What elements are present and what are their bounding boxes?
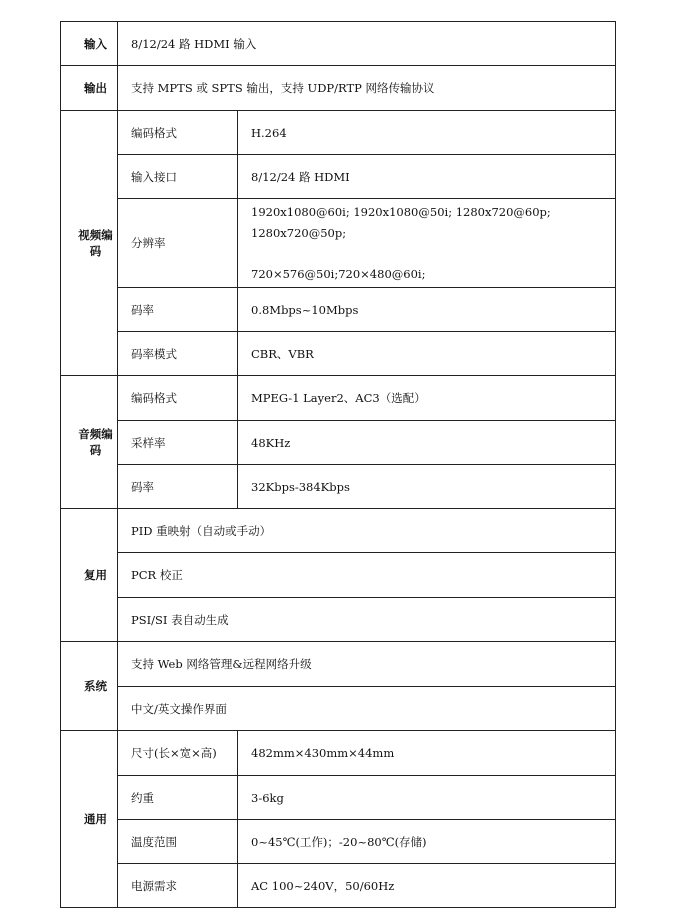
table-row bbox=[61, 509, 616, 553]
temperature-range-value: 0~45℃(工作)；-20~80℃(存储) bbox=[238, 820, 616, 864]
video-bitrate-value: 0.8Mbps~10Mbps bbox=[238, 288, 616, 332]
table-row bbox=[61, 731, 616, 776]
table-row bbox=[61, 598, 616, 642]
video-resolution-label: 分辨率 bbox=[118, 199, 238, 288]
section-label-output: 输出 bbox=[61, 66, 118, 111]
table-row bbox=[61, 199, 616, 288]
audio-codec-label: 编码格式 bbox=[118, 376, 238, 421]
power-requirement-value: AC 100~240V，50/60Hz bbox=[238, 864, 616, 908]
weight-value: 3-6kg bbox=[238, 776, 616, 820]
audio-sample-rate-label: 采样率 bbox=[118, 421, 238, 465]
web-management-spec: 支持 Web 网络管理&远程网络升级 bbox=[118, 642, 616, 687]
pid-remap-spec: PID 重映射（自动或手动） bbox=[118, 509, 616, 553]
table-row bbox=[61, 465, 616, 509]
table-row bbox=[61, 332, 616, 376]
video-bitrate-mode-value: CBR、VBR bbox=[238, 332, 616, 376]
table-row bbox=[61, 421, 616, 465]
video-bitrate-mode-label: 码率模式 bbox=[118, 332, 238, 376]
video-input-interface-label: 输入接口 bbox=[118, 155, 238, 199]
table-row bbox=[61, 288, 616, 332]
input-spec: 8/12/24 路 HDMI 输入 bbox=[118, 22, 616, 66]
table-row bbox=[61, 22, 616, 66]
dimensions-label: 尺寸(长×宽×高) bbox=[118, 731, 238, 776]
audio-codec-value: MPEG-1 Layer2、AC3（选配） bbox=[238, 376, 616, 421]
section-label-multiplexing: 复用 bbox=[61, 509, 118, 642]
audio-bitrate-value: 32Kbps-384Kbps bbox=[238, 465, 616, 509]
psi-si-spec: PSI/SI 表自动生成 bbox=[118, 598, 616, 642]
table-row bbox=[61, 553, 616, 598]
power-requirement-label: 电源需求 bbox=[118, 864, 238, 908]
pcr-correction-spec: PCR 校正 bbox=[118, 553, 616, 598]
ui-language-spec: 中文/英文操作界面 bbox=[118, 687, 616, 731]
table-row bbox=[61, 155, 616, 199]
table-row bbox=[61, 820, 616, 864]
section-label-audio-encoding: 音频编码 bbox=[61, 376, 118, 509]
audio-bitrate-label: 码率 bbox=[118, 465, 238, 509]
video-bitrate-label: 码率 bbox=[118, 288, 238, 332]
section-label-general: 通用 bbox=[61, 731, 118, 908]
section-label-input: 输入 bbox=[61, 22, 118, 66]
table-row bbox=[61, 642, 616, 687]
video-codec-label: 编码格式 bbox=[118, 111, 238, 155]
section-label-system: 系统 bbox=[61, 642, 118, 731]
table-row bbox=[61, 776, 616, 820]
table-row bbox=[61, 687, 616, 731]
table-row bbox=[61, 66, 616, 111]
video-input-interface-value: 8/12/24 路 HDMI bbox=[238, 155, 616, 199]
video-resolution-value bbox=[238, 199, 616, 288]
spec-table bbox=[60, 21, 616, 908]
resolution-line-2: 720×576@50i;720×480@60i; bbox=[251, 266, 426, 281]
weight-label: 约重 bbox=[118, 776, 238, 820]
audio-sample-rate-value: 48KHz bbox=[238, 421, 616, 465]
table-row bbox=[61, 864, 616, 908]
video-codec-value: H.264 bbox=[238, 111, 616, 155]
output-spec: 支持 MPTS 或 SPTS 输出，支持 UDP/RTP 网络传输协议 bbox=[118, 66, 616, 111]
resolution-line-1: 1920x1080@60i; 1920x1080@50i; 1280x720@60p; 1280x720@50p; bbox=[251, 204, 551, 240]
dimensions-value: 482mm×430mm×44mm bbox=[238, 731, 616, 776]
table-row bbox=[61, 376, 616, 421]
temperature-range-label: 温度范围 bbox=[118, 820, 238, 864]
table-row bbox=[61, 111, 616, 155]
section-label-video-encoding: 视频编码 bbox=[61, 111, 118, 376]
